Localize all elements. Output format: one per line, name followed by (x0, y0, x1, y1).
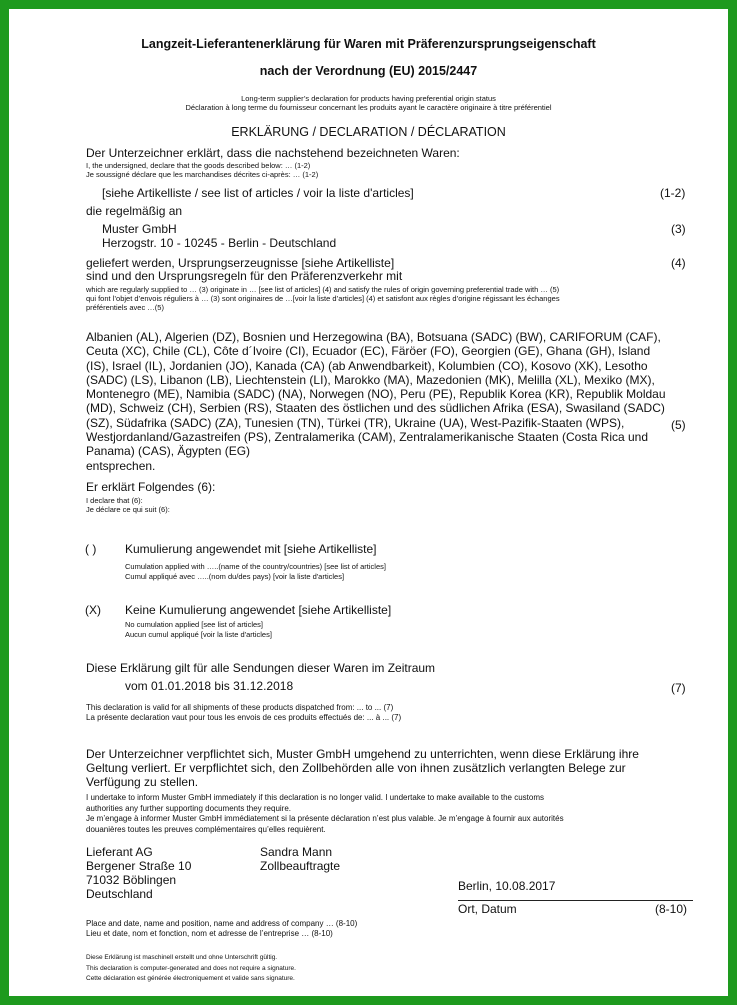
signature-place-date: Berlin, 10.08.2017 (458, 879, 556, 893)
delivered-line-2: sind und den Ursprungsregeln für den Präferenzverkehr mit (86, 269, 403, 283)
signature-ref-number: (8-10) (655, 902, 688, 916)
validity-ref-number: (7) (671, 681, 686, 695)
signer-role: Zollbeauftragte (260, 859, 341, 873)
supplier-name: Lieferant AG (86, 845, 153, 859)
undertaking-french-2: douanières toutes les preuves complémentaires qu’elles requièrent. (86, 825, 326, 834)
delivered-ref-number: (4) (671, 256, 686, 270)
place-note-french: Lieu et date, nom et fonction, nom et adresse de l’entreprise … (8-10) (86, 929, 333, 938)
intro-english: I, the undersigned, declare that the goods described below: … (1-2) (86, 161, 311, 170)
footer-german: Diese Erklärung ist maschinell erstellt und ohne Unterschrift gültig. (86, 954, 278, 961)
country-line: Albanien (AL), Algerien (DZ), Bosnien und Herzegowina (BA), Botsuana (SADC) (BW), CARIFORUM (CAF), (86, 330, 661, 344)
delivered-french-2: préférentiels avec …(5) (86, 303, 164, 312)
supplier-street: Bergener Straße 10 (86, 859, 192, 873)
country-list (86, 330, 666, 473)
document-title: Langzeit-Lieferantenerklärung für Waren mit Präferenzursprungseigenschaft (141, 37, 596, 51)
validity-german: Diese Erklärung gilt für alle Sendungen dieser Waren im Zeitraum (86, 661, 436, 675)
footer-french: Cette déclaration est générée électroniquement et valide sans signature. (86, 975, 295, 982)
article-list-reference: [siehe Artikelliste / see list of articles / voir la liste d'articles] (102, 186, 414, 200)
country-line: (IS), Israel (IL), Jordanien (JO), Kanada (CA) (ab Anwendbarkeit), Kolumbien (CO), Kosovo (XK), Lesotho (86, 358, 648, 373)
validity-period: vom 01.01.2018 bis 31.12.2018 (125, 679, 294, 693)
delivered-english: which are regularly supplied to … (3) originate in … [see list of articles] (4) and satisfy the rules of origin governing preferential trade with … (5) (86, 285, 560, 294)
undertaking-german-1: Der Unterzeichner verpflichtet sich, Muster GmbH umgehend zu unterrichten, wenn diese Erklärung ihre (86, 747, 639, 761)
signature-label: Ort, Datum (458, 902, 517, 916)
recipient-address: Herzogstr. 10 - 10245 - Berlin - Deutschland (102, 236, 337, 250)
place-note-english: Place and date, name and position, name and address of company … (8-10) (86, 919, 358, 928)
signer-block (260, 845, 340, 873)
country-line: Westjordanland/Gazastreifen (PS), Zentralamerika (CAM), Zentralamerikanische Staaten (Costa Rica und (86, 430, 649, 445)
country-line: (SADC) (LS), Libanon (LB), Liechtenstein (LI), Marokko (MA), Mazedonien (MK), Melilla (XL), Mexiko (MX), (86, 372, 655, 387)
cumulation-option-english: Cumulation applied with …..(name of the country/countries) [see list of articles] (125, 562, 386, 571)
document-subtitle: nach der Verordnung (EU) 2015/2447 (259, 64, 478, 78)
validity-french: La présente declaration vaut pour tous les envois de ces produits effectués de: ... à ... (7) (86, 713, 402, 722)
supplier-city: 71032 Böblingen (86, 873, 177, 887)
country-line: Ceuta (XC), Chile (CL), Côte d´Ivoire (CI), Ecuador (EC), Färöer (FO), Georgien (GE), Ghana (GH), Island (86, 344, 651, 359)
subtitle-english: Long-term supplier’s declaration for products having preferential origin status (241, 94, 496, 103)
footer-notes (86, 953, 296, 985)
delivered-line-1: geliefert werden, Ursprungserzeugnisse [siehe Artikelliste] (86, 256, 395, 270)
recipient-ref-number: (3) (671, 222, 686, 236)
cumulation-option-french: Cumul appliqué avec …..(nom du/des pays) [voir la liste d'articles] (125, 572, 345, 581)
country-line: (MD), Schweiz (CH), Serbien (RS), Staaten des östlichen und des südlichen Afrika (ESA), Swasiland (SADC) (86, 401, 665, 416)
articles-ref-number: (1-2) (660, 186, 686, 200)
cumulation-checkbox: ( ) (85, 542, 97, 556)
declares-french: Je déclare ce qui suit (6): (86, 505, 170, 514)
intro-german: Der Unterzeichner erklärt, dass die nachstehend bezeichneten Waren: (86, 146, 460, 160)
subtitle-french: Déclaration à long terme du fournisseur concernant les produits ayant le caractère originaire à titre préférentiel (185, 103, 552, 112)
no-cumulation-checkbox: (X) (85, 603, 101, 617)
declares-german: Er erklärt Folgendes (6): (86, 480, 216, 494)
declares-english: I declare that (6): (86, 496, 143, 505)
undertaking-german-3: Verfügung zu stellen. (86, 775, 199, 789)
undertaking-german-2: Geltung verliert. Er verpflichtet sich, den Zollbehörden alle von ihnen zusätzlich verlangten Belege zur (86, 761, 626, 775)
footer-english: This declaration is computer-generated and does not require a signature. (86, 964, 296, 972)
signer-name: Sandra Mann (260, 845, 333, 859)
undertaking-english-2: authorities any further supporting documents they require. (86, 804, 292, 813)
recipient-name: Muster GmbH (102, 222, 177, 236)
countries-ref-number: (5) (671, 418, 686, 432)
country-line: Montenegro (ME), Namibia (SADC) (NA), Norwegen (NO), Peru (PE), Republik Korea (KR), Republik Moldau (86, 387, 666, 402)
declaration-document (9, 9, 728, 996)
no-cumulation-option-label: Keine Kumulierung angewendet [siehe Artikelliste] (125, 603, 392, 617)
intro-french: Je soussigné déclare que les marchandises décrites ci-après: … (1-2) (86, 170, 319, 179)
country-line: (SZ), Südafrika (SADC) (ZA), Tunesien (TN), Türkei (TR), Ukraine (UA), West-Pazifik-Staaten (WPS), (86, 415, 625, 430)
signature-line (458, 900, 693, 901)
delivered-french-1: qui font l’objet d’envois réguliers à … (3) sont originaires de …[voir la liste d’articles] (4) et satisfont aux règles d’origine régissant les échanges (86, 294, 560, 303)
no-cumulation-option-english: No cumulation applied [see list of articles] (125, 620, 263, 629)
cumulation-option-label: Kumulierung angewendet mit [siehe Artikelliste] (125, 542, 377, 556)
validity-english: This declaration is valid for all shipments of these products dispatched from: ... to ... (7) (86, 703, 394, 712)
undertaking-english-1: I undertake to inform Muster GmbH immediately if this declaration is no longer valid. I undertake to make available to the customs (86, 793, 544, 802)
supplied-to-label: die regelmäßig an (86, 204, 183, 218)
country-line: Panama) (CAS), Ägypten (EG) (86, 444, 251, 459)
supplier-address-block (86, 845, 191, 901)
no-cumulation-option-french: Aucun cumul appliqué [voir la liste d'articles] (125, 630, 272, 639)
declaration-heading: ERKLÄRUNG / DECLARATION / DÉCLARATION (231, 125, 506, 139)
country-line: entsprechen. (86, 458, 156, 473)
supplier-country: Deutschland (86, 887, 153, 901)
undertaking-french-1: Je m’engage à informer Muster GmbH immédiatement si la présente déclaration n’est plus valable. Je m’engage à fournir aux autorités (86, 814, 564, 823)
